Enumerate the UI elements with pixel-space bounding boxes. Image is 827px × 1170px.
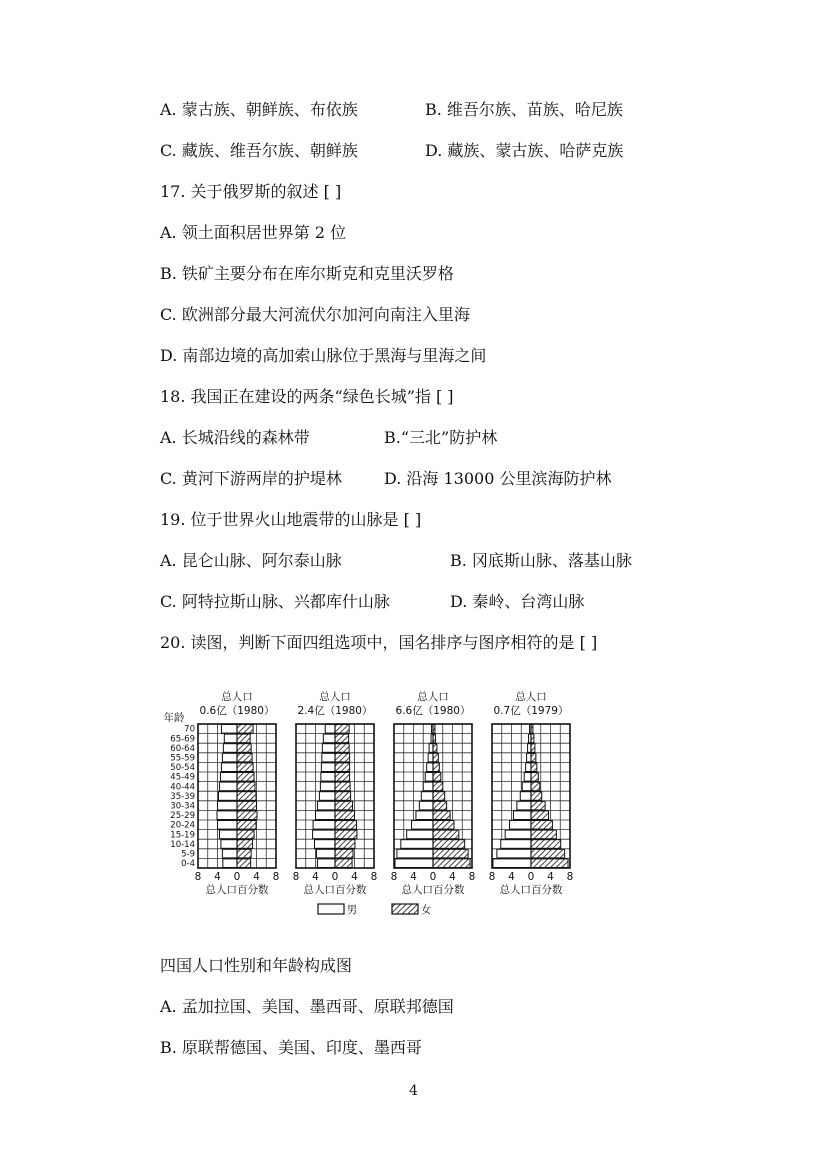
female-bar bbox=[237, 753, 252, 762]
male-bar bbox=[315, 840, 335, 849]
female-bar bbox=[237, 725, 253, 734]
female-bar bbox=[237, 773, 254, 782]
panel-title: 总人口 bbox=[515, 691, 547, 703]
q19-option-c: C. 阿特拉斯山脉、兴都库什山脉 bbox=[160, 592, 390, 611]
q16-option-d: D. 藏族、蒙古族、哈萨克族 bbox=[425, 141, 624, 160]
female-bar bbox=[237, 782, 255, 791]
q17-option-d: D. 南部边境的高加索山脉位于黑海与里海之间 bbox=[160, 346, 487, 365]
male-bar bbox=[527, 753, 531, 762]
female-bar bbox=[531, 782, 540, 791]
x-tick-label: 0 bbox=[331, 871, 339, 883]
age-axis-label: 年龄 bbox=[163, 712, 185, 724]
age-group-label: 65-69 bbox=[170, 734, 195, 745]
female-bar bbox=[433, 811, 450, 820]
female-bar bbox=[531, 859, 568, 868]
male-bar bbox=[524, 773, 531, 782]
panel-subtitle: 0.7亿（1979） bbox=[493, 705, 569, 717]
age-group-label: 70 bbox=[184, 724, 195, 735]
age-group-label: 5-9 bbox=[181, 849, 195, 860]
female-bar bbox=[531, 811, 549, 820]
male-bar bbox=[222, 753, 237, 762]
female-bar bbox=[433, 753, 438, 762]
population-pyramids-svg bbox=[160, 686, 580, 926]
panel-title: 总人口 bbox=[221, 691, 253, 703]
panel-subtitle: 0.6亿（1980） bbox=[199, 705, 275, 717]
x-tick-label: 8 bbox=[468, 871, 476, 883]
female-bar bbox=[335, 773, 350, 782]
population-pyramid-figure bbox=[160, 686, 580, 926]
female-bar bbox=[335, 744, 349, 753]
male-bar bbox=[221, 840, 237, 849]
female-bar bbox=[237, 840, 253, 849]
male-bar bbox=[428, 753, 433, 762]
x-tick-label: 4 bbox=[312, 871, 319, 883]
male-bar bbox=[320, 782, 335, 791]
female-bar bbox=[531, 792, 542, 801]
female-bar bbox=[237, 792, 256, 801]
male-bar bbox=[222, 849, 237, 858]
female-bar bbox=[335, 801, 353, 810]
panel-title: 总人口 bbox=[319, 691, 351, 703]
female-bar bbox=[335, 725, 349, 734]
x-tick-label: 4 bbox=[508, 871, 515, 883]
female-bar bbox=[433, 840, 465, 849]
male-bar bbox=[520, 792, 531, 801]
female-bar bbox=[531, 801, 545, 810]
female-bar bbox=[335, 753, 350, 762]
page-number: 4 bbox=[409, 1083, 418, 1099]
male-bar bbox=[526, 763, 531, 772]
female-bar bbox=[335, 840, 355, 849]
male-bar bbox=[217, 811, 237, 820]
age-group-label: 15-19 bbox=[170, 830, 195, 841]
female-bar bbox=[531, 753, 536, 762]
q20-option-a: A. 孟加拉国、美国、墨西哥、原联邦德国 bbox=[160, 997, 454, 1016]
q18-option-a: A. 长城沿线的森林带 bbox=[160, 428, 310, 447]
x-tick-label: 8 bbox=[194, 871, 202, 883]
female-bar bbox=[335, 859, 352, 868]
q17-option-a: A. 领土面积居世界第 2 位 bbox=[160, 223, 347, 242]
male-bar bbox=[493, 859, 531, 868]
x-tick-label: 8 bbox=[370, 871, 378, 883]
female-bar bbox=[433, 792, 445, 801]
x-axis-label: 总人口百分数 bbox=[205, 884, 269, 896]
female-bar bbox=[237, 859, 251, 868]
female-bar bbox=[237, 801, 257, 810]
x-tick-label: 4 bbox=[214, 871, 221, 883]
male-bar bbox=[505, 830, 531, 839]
x-axis-label: 总人口百分数 bbox=[401, 884, 465, 896]
age-group-label: 35-39 bbox=[170, 791, 195, 802]
female-bar bbox=[531, 849, 565, 858]
x-tick-label: 8 bbox=[488, 871, 496, 883]
panel-subtitle: 6.6亿（1980） bbox=[395, 705, 471, 717]
male-bar bbox=[407, 830, 433, 839]
q18-question: 18. 我国正在建设的两条“绿色长城”指 [ ] bbox=[160, 387, 454, 406]
male-bar bbox=[325, 725, 335, 734]
q16-option-c: C. 藏族、维吾尔族、朝鲜族 bbox=[160, 141, 358, 160]
female-bar bbox=[531, 840, 561, 849]
female-bar bbox=[531, 763, 537, 772]
x-tick-label: 8 bbox=[292, 871, 300, 883]
age-group-label: 30-34 bbox=[170, 801, 195, 812]
female-bar bbox=[531, 773, 538, 782]
q20-option-b: B. 原联帮德国、美国、印度、墨西哥 bbox=[160, 1038, 422, 1057]
female-bar bbox=[237, 763, 253, 772]
x-tick-label: 8 bbox=[566, 871, 574, 883]
age-group-label: 50-54 bbox=[170, 763, 195, 774]
female-bar bbox=[335, 849, 353, 858]
male-bar bbox=[395, 859, 433, 868]
female-bar bbox=[335, 821, 356, 830]
legend-male-swatch bbox=[318, 904, 344, 914]
female-bar bbox=[531, 821, 552, 830]
q20-question: 20. 读图，判断下面四组选项中，国名排序与图序相符的是 [ ] bbox=[160, 633, 598, 652]
male-bar bbox=[224, 734, 237, 743]
female-bar bbox=[335, 811, 355, 820]
q19-question: 19. 位于世界火山地震带的山脉是 [ ] bbox=[160, 510, 422, 529]
panel-subtitle: 2.4亿（1980） bbox=[297, 705, 373, 717]
male-bar bbox=[322, 753, 335, 762]
x-tick-label: 0 bbox=[527, 871, 535, 883]
male-bar bbox=[412, 821, 433, 830]
male-bar bbox=[397, 849, 433, 858]
x-tick-label: 4 bbox=[410, 871, 417, 883]
female-bar bbox=[237, 744, 251, 753]
male-bar bbox=[423, 782, 433, 791]
female-bar bbox=[335, 734, 349, 743]
x-tick-label: 0 bbox=[233, 871, 241, 883]
male-bar bbox=[497, 849, 531, 858]
q19-option-d: D. 秦岭、台湾山脉 bbox=[450, 592, 585, 611]
female-bar bbox=[433, 801, 447, 810]
female-bar bbox=[433, 849, 468, 858]
female-bar bbox=[237, 734, 250, 743]
x-axis-label: 总人口百分数 bbox=[303, 884, 367, 896]
q19-option-b: B. 冈底斯山脉、落基山脉 bbox=[450, 551, 632, 570]
male-bar bbox=[317, 859, 335, 868]
male-bar bbox=[319, 792, 335, 801]
male-bar bbox=[323, 734, 335, 743]
male-bar bbox=[425, 773, 433, 782]
q17-question: 17. 关于俄罗斯的叙述 [ ] bbox=[160, 182, 342, 201]
male-bar bbox=[218, 821, 238, 830]
male-bar bbox=[218, 792, 237, 801]
male-bar bbox=[322, 744, 335, 753]
female-bar bbox=[335, 792, 351, 801]
female-bar bbox=[433, 859, 470, 868]
male-bar bbox=[321, 763, 335, 772]
q17-option-c: C. 欧洲部分最大河流伏尔加河向南注入里海 bbox=[160, 305, 470, 324]
male-bar bbox=[501, 840, 531, 849]
female-bar bbox=[531, 830, 556, 839]
x-tick-label: 4 bbox=[351, 871, 358, 883]
age-group-label: 40-44 bbox=[170, 782, 195, 793]
q19-option-a: A. 昆仑山脉、阿尔泰山脉 bbox=[160, 551, 342, 570]
female-bar bbox=[237, 811, 257, 820]
age-group-label: 0-4 bbox=[181, 859, 195, 870]
male-bar bbox=[219, 782, 237, 791]
age-group-label: 25-29 bbox=[170, 811, 195, 822]
age-group-label: 55-59 bbox=[170, 753, 195, 764]
female-bar bbox=[237, 830, 254, 839]
male-bar bbox=[421, 792, 433, 801]
male-bar bbox=[313, 821, 335, 830]
male-bar bbox=[221, 725, 237, 734]
q16-option-a: A. 蒙古族、朝鲜族、布依族 bbox=[160, 100, 358, 119]
male-bar bbox=[316, 849, 335, 858]
female-bar bbox=[335, 763, 350, 772]
x-tick-label: 4 bbox=[253, 871, 260, 883]
male-bar bbox=[416, 811, 433, 820]
legend-female-swatch bbox=[392, 904, 418, 914]
legend-female-label: 女 bbox=[420, 904, 432, 916]
male-bar bbox=[219, 830, 237, 839]
male-bar bbox=[317, 801, 335, 810]
x-tick-label: 4 bbox=[449, 871, 456, 883]
x-axis-label: 总人口百分数 bbox=[499, 884, 563, 896]
q18-option-b: B.“三北”防护林 bbox=[384, 428, 498, 447]
x-tick-label: 8 bbox=[390, 871, 398, 883]
legend-male-label: 男 bbox=[346, 904, 358, 916]
male-bar bbox=[517, 801, 531, 810]
female-bar bbox=[237, 849, 251, 858]
female-bar bbox=[335, 830, 357, 839]
male-bar bbox=[316, 811, 336, 820]
female-bar bbox=[433, 763, 439, 772]
female-bar bbox=[237, 821, 256, 830]
age-group-label: 20-24 bbox=[170, 820, 195, 831]
male-bar bbox=[223, 744, 237, 753]
x-tick-label: 0 bbox=[429, 871, 437, 883]
male-bar bbox=[427, 763, 433, 772]
female-bar bbox=[433, 773, 441, 782]
male-bar bbox=[223, 859, 237, 868]
age-group-label: 10-14 bbox=[170, 839, 195, 850]
female-bar bbox=[335, 782, 350, 791]
q18-option-d: D. 沿海 13000 公里滨海防护林 bbox=[384, 469, 612, 488]
q17-option-b: B. 铁矿主要分布在库尔斯克和克里沃罗格 bbox=[160, 264, 454, 283]
figure-caption: 四国人口性别和年龄构成图 bbox=[160, 956, 353, 975]
male-bar bbox=[220, 773, 237, 782]
male-bar bbox=[510, 821, 531, 830]
age-group-label: 45-49 bbox=[170, 772, 195, 783]
male-bar bbox=[419, 801, 433, 810]
male-bar bbox=[218, 801, 238, 810]
female-bar bbox=[433, 782, 443, 791]
male-bar bbox=[321, 773, 335, 782]
q18-option-c: C. 黄河下游两岸的护堤林 bbox=[160, 469, 342, 488]
male-bar bbox=[522, 782, 531, 791]
female-bar bbox=[433, 821, 454, 830]
male-bar bbox=[221, 763, 237, 772]
male-bar bbox=[513, 811, 531, 820]
panel-title: 总人口 bbox=[417, 691, 449, 703]
x-tick-label: 8 bbox=[272, 871, 280, 883]
male-bar bbox=[401, 840, 433, 849]
female-bar bbox=[433, 830, 459, 839]
male-bar bbox=[313, 830, 335, 839]
age-group-label: 60-64 bbox=[170, 743, 195, 754]
x-tick-label: 4 bbox=[547, 871, 554, 883]
q16-option-b: B. 维吾尔族、苗族、哈尼族 bbox=[425, 100, 623, 119]
